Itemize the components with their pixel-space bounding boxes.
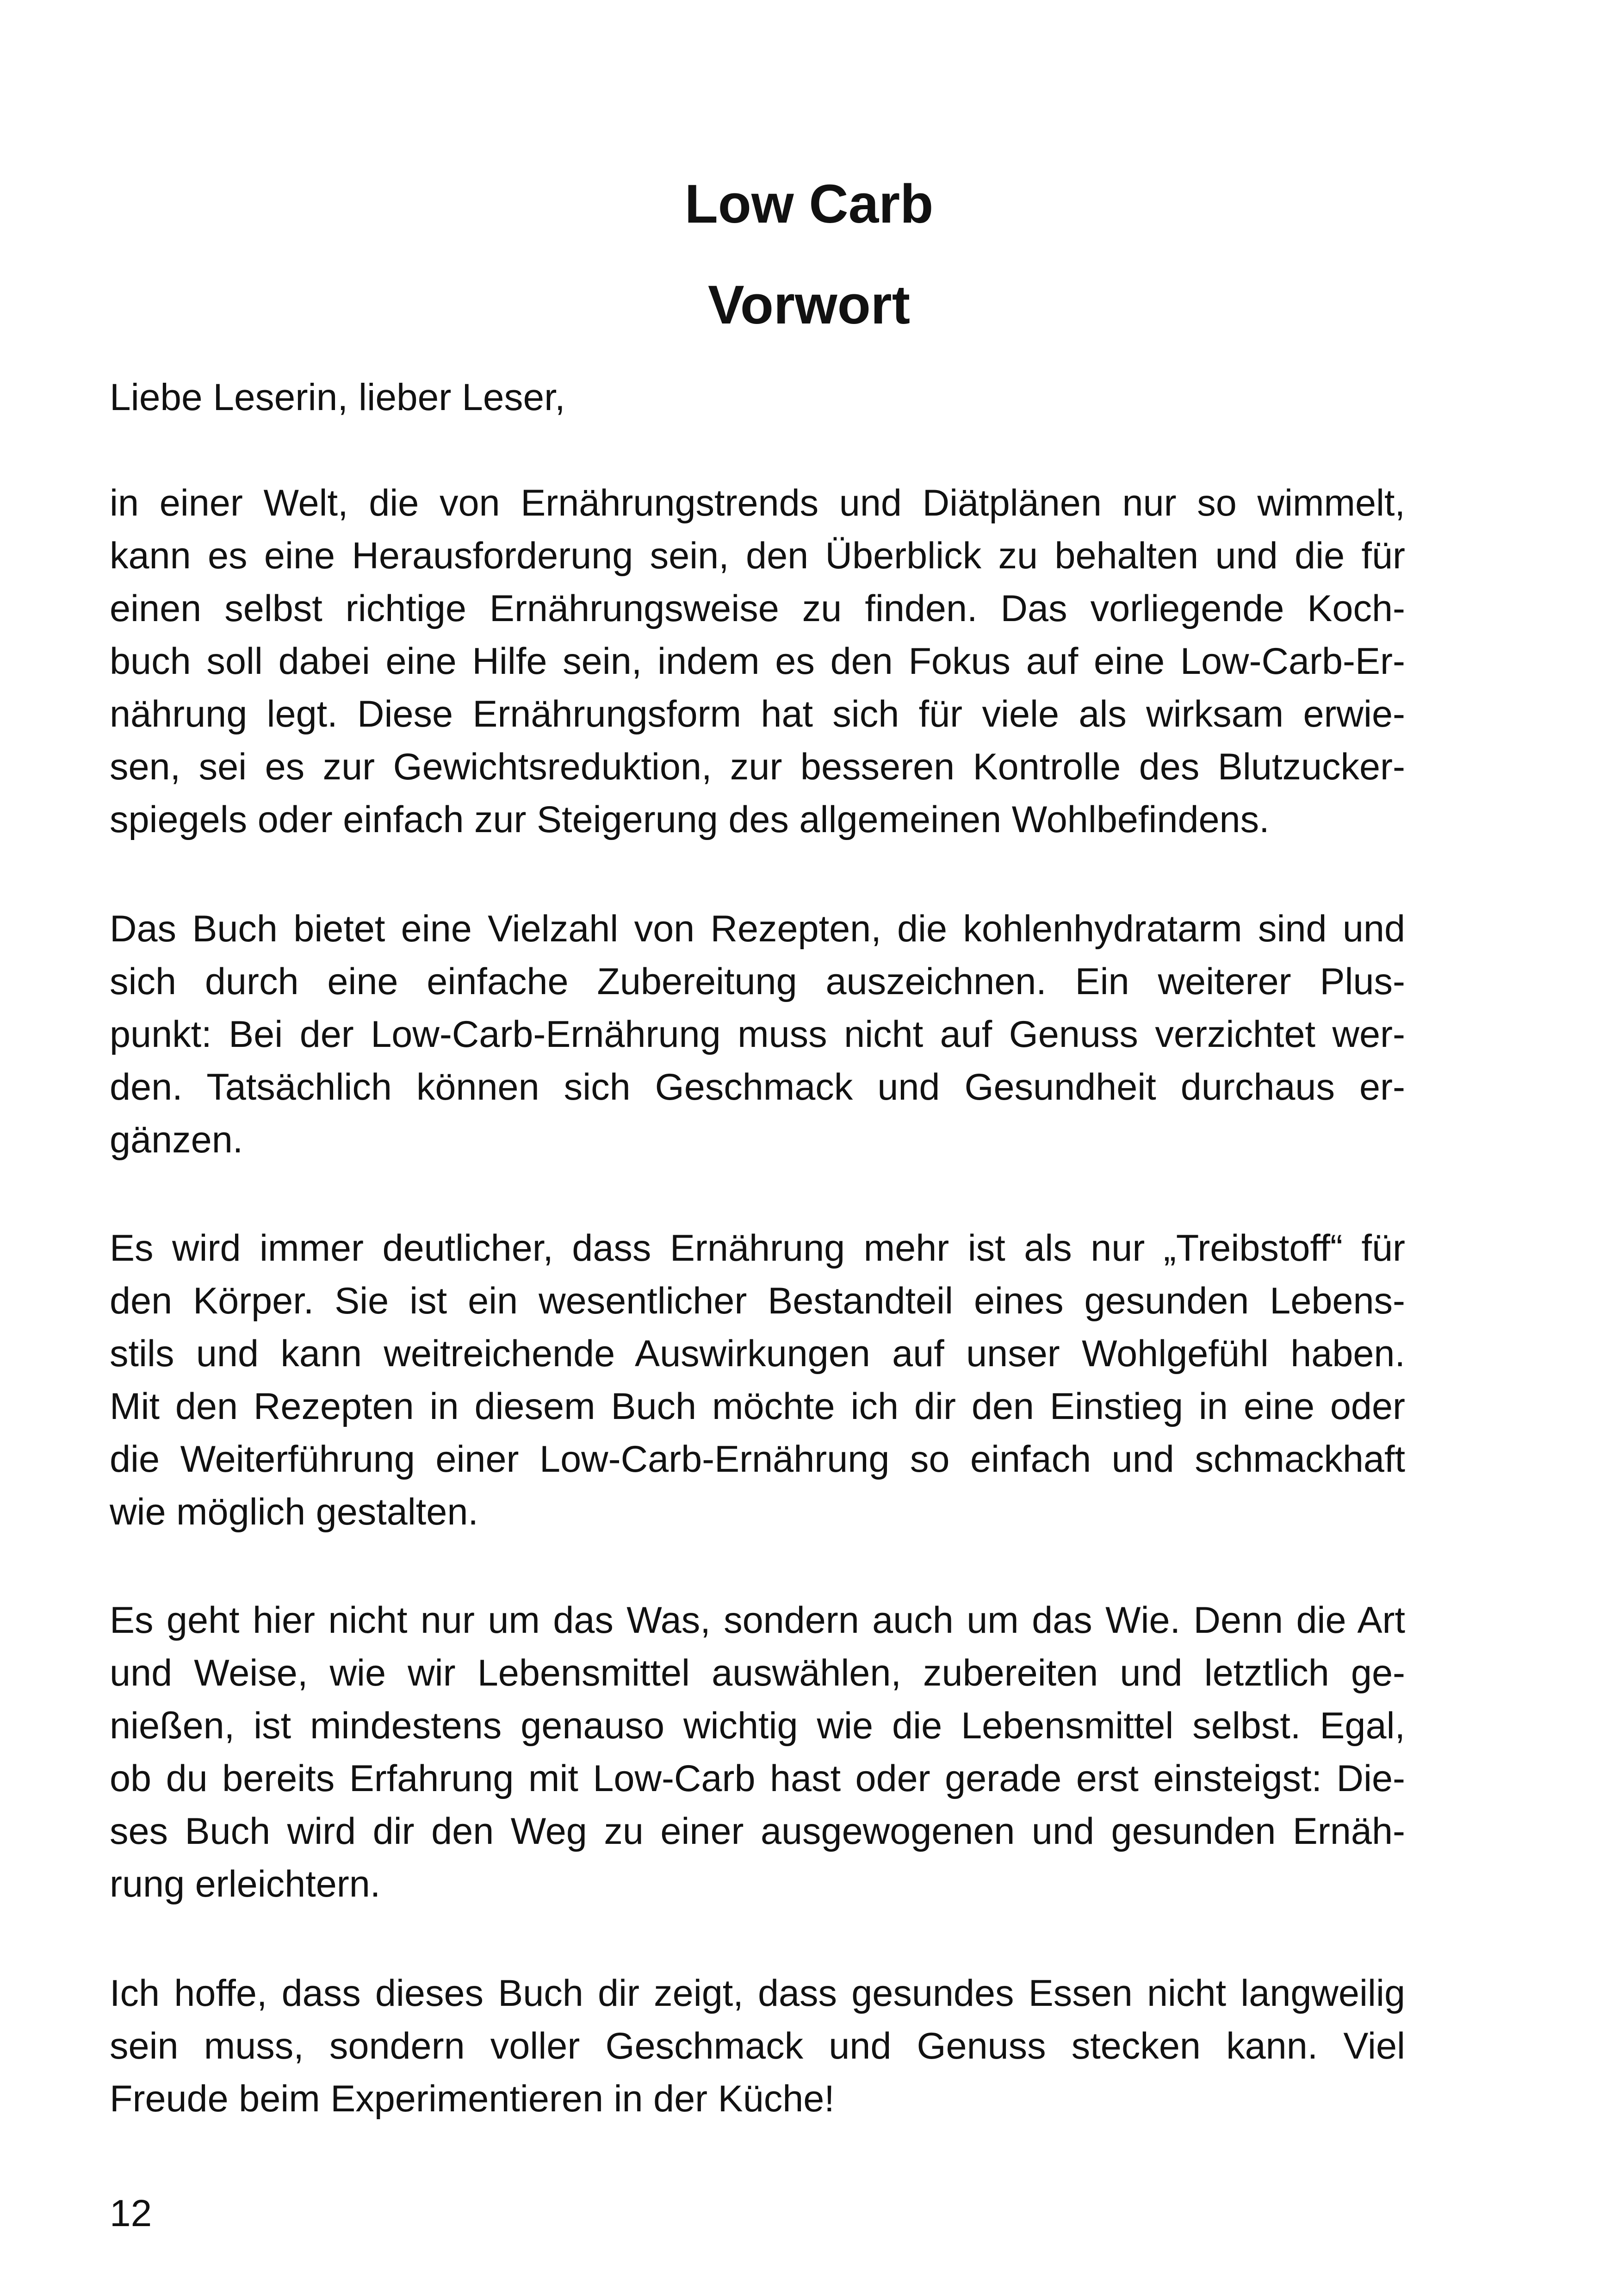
text-line: und Weise, wie wir Lebensmittel auswählen, zubereiten und letztlich ge-: [110, 1652, 1405, 1694]
text-line: Mit den Rezepten in diesem Buch möchte ich dir den Einstieg in eine oder: [110, 1386, 1405, 1427]
text-line: sich durch eine einfache Zubereitung auszeichnen. Ein weiterer Plus-: [110, 961, 1405, 1002]
text-line: Es geht hier nicht nur um das Was, sondern auch um das Wie. Denn die Art: [110, 1599, 1405, 1641]
text-line: kann es eine Herausforderung sein, den Überblick zu behalten und die für: [110, 535, 1405, 577]
chapter-title: Vorwort: [707, 274, 911, 336]
paragraph-2: [110, 902, 1405, 1166]
text-line: nährung legt. Diese Ernährungsform hat sich für viele als wirksam erwie-: [110, 693, 1405, 735]
text-line: Freude beim Experimentieren in der Küche!: [110, 2078, 835, 2120]
text-line: einen selbst richtige Ernährungsweise zu finden. Das vorliegende Koch-: [110, 588, 1405, 629]
book-title: Low Carb: [684, 174, 934, 235]
text-line: sen, sei es zur Gewichtsreduktion, zur besseren Kontrolle des Blutzucker-: [110, 746, 1405, 788]
text-line: die Weiterführung einer Low-Carb-Ernährung so einfach und schmackhaft: [110, 1438, 1405, 1480]
page-number: 12: [110, 2192, 152, 2234]
text-line: stils und kann weitreichende Auswirkungen auf unser Wohlgefühl haben.: [110, 1333, 1405, 1375]
text-line: nießen, ist mindestens genauso wichtig wie die Lebensmittel selbst. Egal,: [110, 1705, 1405, 1747]
paragraph-4: [110, 1594, 1405, 1910]
text-line: punkt: Bei der Low-Carb-Ernährung muss nicht auf Genuss verzichtet wer-: [110, 1014, 1405, 1055]
text-line: Es wird immer deutlicher, dass Ernährung mehr ist als nur „Treibstoff“ für: [110, 1227, 1405, 1269]
text-line: rung erleichtern.: [110, 1863, 381, 1905]
text-line: Das Buch bietet eine Vielzahl von Rezepten, die kohlenhydratarm sind und: [110, 908, 1405, 950]
text-line: den. Tatsächlich können sich Geschmack und Gesundheit durchaus er-: [110, 1066, 1405, 1108]
text-line: sein muss, sondern voller Geschmack und Genuss stecken kann. Viel: [110, 2025, 1405, 2067]
text-line: wie möglich gestalten.: [110, 1491, 478, 1533]
text-line: ob du bereits Erfahrung mit Low-Carb hast oder gerade erst einsteigst: Die-: [110, 1758, 1405, 1799]
paragraph-3: [110, 1222, 1405, 1538]
text-line: Ich hoffe, dass dieses Buch dir zeigt, dass gesundes Essen nicht langweilig: [110, 1972, 1405, 2014]
paragraph-1: [110, 477, 1405, 846]
text-line: den Körper. Sie ist ein wesentlicher Bestandteil eines gesunden Lebens-: [110, 1280, 1405, 1322]
text-line: buch soll dabei eine Hilfe sein, indem es den Fokus auf eine Low-Carb-Er-: [110, 641, 1405, 682]
salutation: Liebe Leserin, lieber Leser,: [110, 376, 565, 418]
text-line: gänzen.: [110, 1119, 243, 1161]
text-line: in einer Welt, die von Ernährungstrends und Diätplänen nur so wimmelt,: [110, 482, 1405, 524]
text-line: ses Buch wird dir den Weg zu einer ausgewogenen und gesunden Ernäh-: [110, 1811, 1405, 1852]
text-line: spiegels oder einfach zur Steigerung des allgemeinen Wohlbefindens.: [110, 799, 1270, 840]
paragraph-5: [110, 1967, 1405, 2125]
